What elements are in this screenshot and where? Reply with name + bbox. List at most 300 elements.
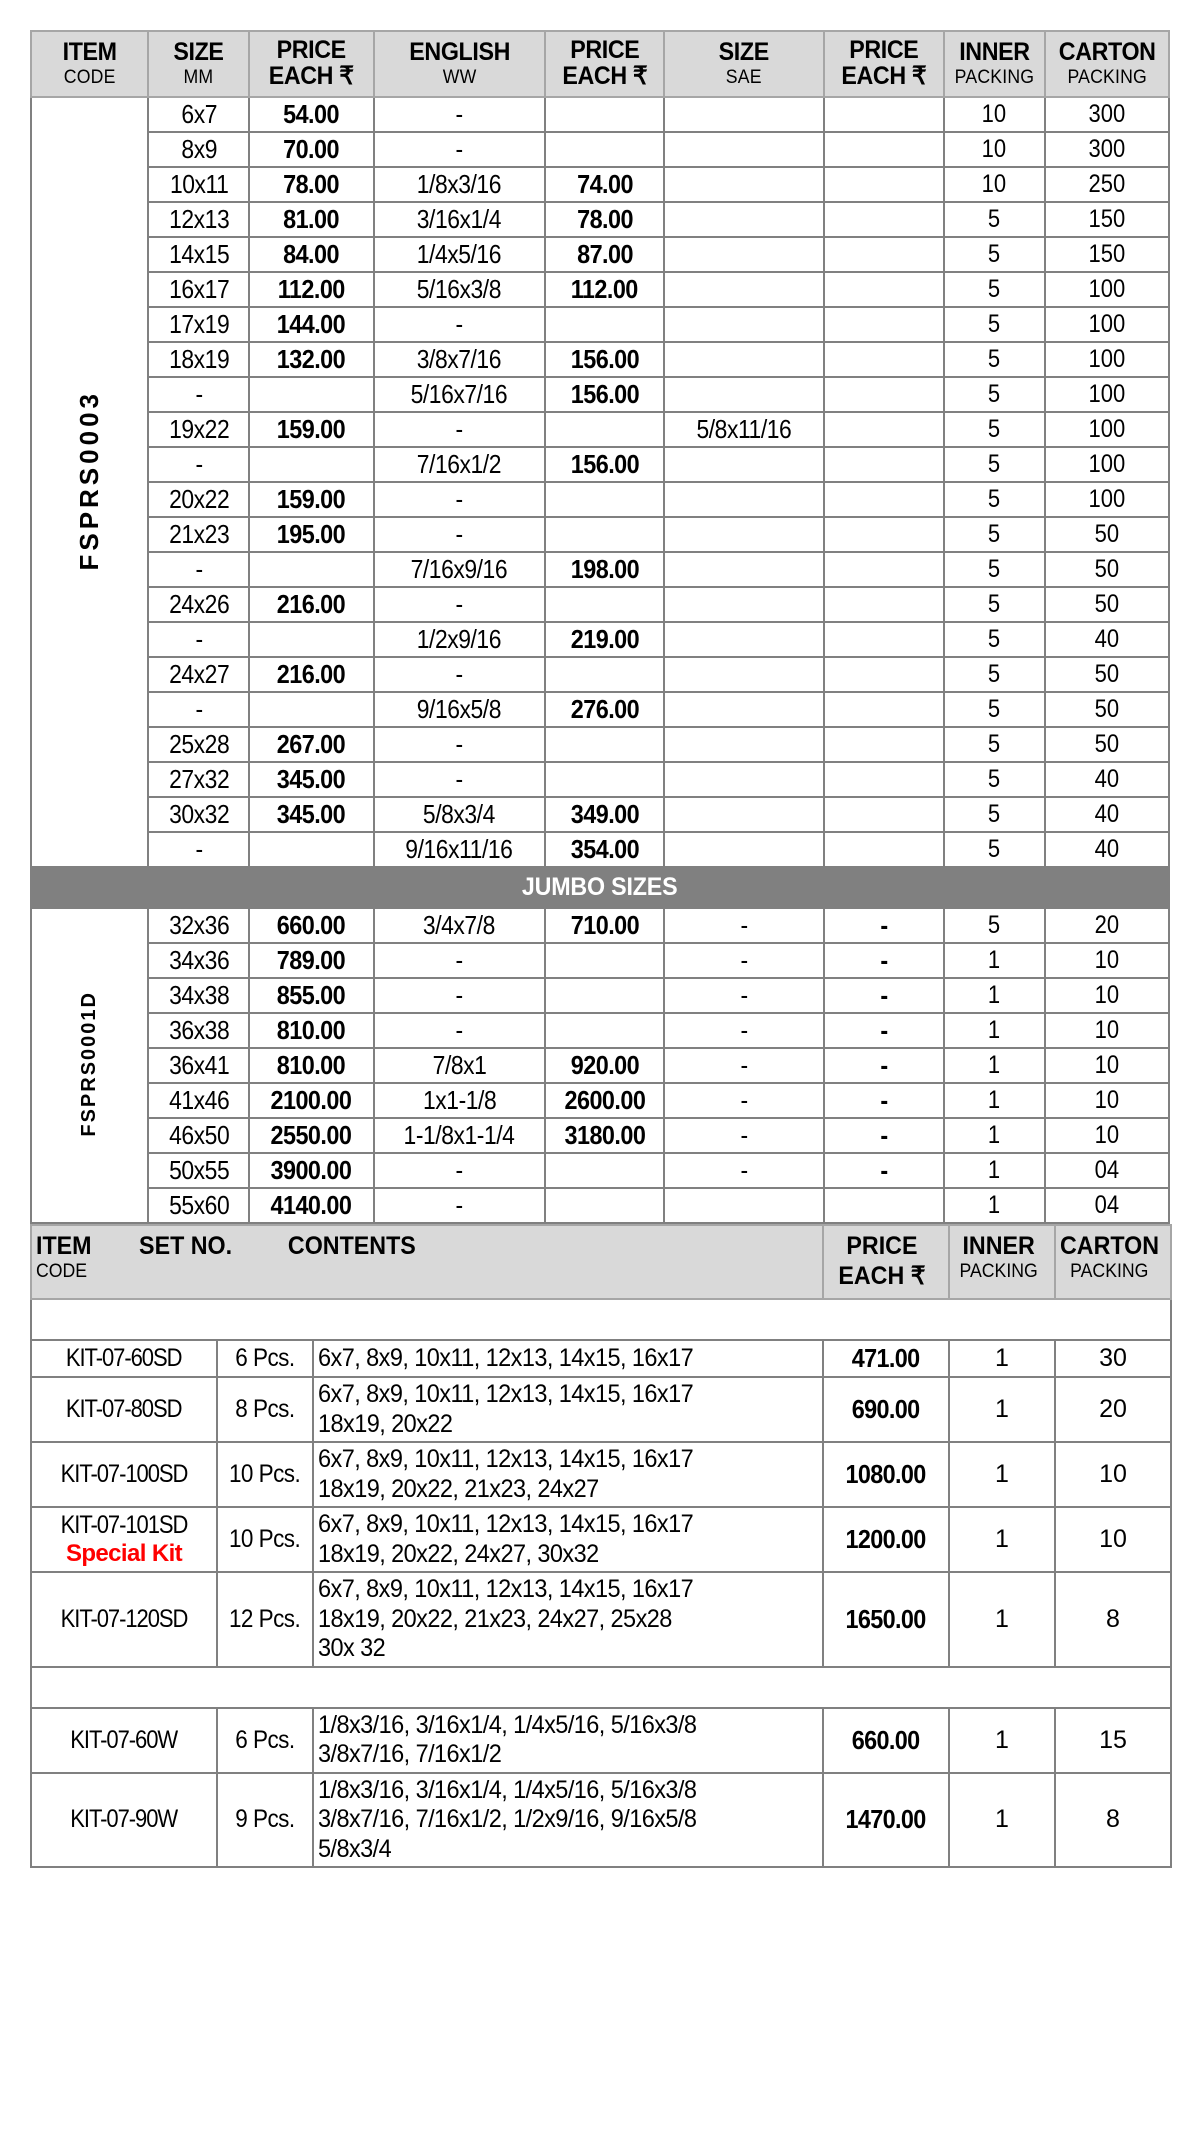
kit-header-setno: SET NO.: [139, 1232, 233, 1260]
kit-table-row: [31, 1708, 1171, 1773]
cell-english-ww: -: [374, 132, 545, 167]
cell-inner-packing: 5: [944, 377, 1045, 412]
cell-carton-packing: 100: [1045, 272, 1169, 307]
cell-price-sae: -: [824, 1048, 944, 1083]
cell-price-ww: [545, 482, 665, 517]
cell-carton-packing: 40: [1045, 762, 1169, 797]
table-row: [31, 307, 1169, 342]
header-size-sae-sub: SAE: [726, 66, 763, 88]
cell-carton-packing: 40: [1045, 622, 1169, 657]
cell-size-sae: [664, 202, 824, 237]
cell-inner-packing: 5: [944, 202, 1045, 237]
kit-code-label: KIT-07-60SD: [66, 1344, 182, 1372]
cell-price-mm: 855.00: [249, 978, 373, 1013]
kit-code-cell: [31, 1442, 217, 1507]
cell-size-sae: [664, 1188, 824, 1223]
cell-carton-packing: 10: [1045, 1083, 1169, 1118]
header-carton-main: CARTON: [1058, 38, 1156, 67]
cell-inner-packing: 5: [944, 272, 1045, 307]
cell-carton-packing: 40: [1045, 832, 1169, 867]
cell-size-mm: 19x22: [148, 412, 249, 447]
cell-carton-packing: 300: [1045, 97, 1169, 132]
cell-price-sae: [824, 237, 944, 272]
kit-table-body: [31, 1299, 1171, 1867]
table-row: [31, 342, 1169, 377]
kit-contents-line: 18x19, 20x22: [318, 1409, 453, 1438]
cell-size-sae: [664, 482, 824, 517]
cell-inner-packing: 5: [944, 237, 1045, 272]
cell-size-mm: 16x17: [148, 272, 249, 307]
kit-inner-packing-cell: 1: [949, 1442, 1055, 1507]
kit-carton-packing-cell: 10: [1055, 1507, 1171, 1572]
cell-carton-packing: 150: [1045, 237, 1169, 272]
header-size-sae: [664, 31, 824, 97]
cell-price-sae: [824, 412, 944, 447]
cell-size-sae: [664, 307, 824, 342]
cell-size-sae: [664, 692, 824, 727]
cell-price-sae: [824, 307, 944, 342]
cell-size-sae: -: [664, 908, 824, 943]
cell-size-mm: 55x60: [148, 1188, 249, 1223]
kit-inner-packing-cell: 1: [949, 1708, 1055, 1773]
cell-price-mm: 81.00: [249, 202, 373, 237]
cell-english-ww: -: [374, 657, 545, 692]
cell-size-sae: -: [664, 1118, 824, 1153]
cell-size-sae: [664, 342, 824, 377]
section-title: JUMBO SIZES: [31, 867, 1169, 908]
cell-price-mm: 660.00: [249, 908, 373, 943]
cell-size-mm: -: [148, 692, 249, 727]
kit-header-left: [31, 1225, 823, 1299]
table-row: [31, 272, 1169, 307]
kit-carton-packing-cell: 8: [1055, 1572, 1171, 1667]
cell-size-sae: [664, 167, 824, 202]
cell-price-ww: [545, 1013, 665, 1048]
cell-carton-packing: 10: [1045, 1048, 1169, 1083]
kit-table-row: [31, 1442, 1171, 1507]
table-row: [31, 1153, 1169, 1188]
cell-inner-packing: 5: [944, 657, 1045, 692]
cell-english-ww: 9/16x5/8: [374, 692, 545, 727]
cell-size-sae: 5/8x11/16: [664, 412, 824, 447]
kit-header-price-main: PRICE: [846, 1232, 918, 1260]
header-english: [374, 31, 545, 97]
cell-size-mm: -: [148, 622, 249, 657]
cell-price-mm: 810.00: [249, 1048, 373, 1083]
cell-size-mm: 18x19: [148, 342, 249, 377]
cell-price-mm: [249, 832, 373, 867]
cell-price-ww: 87.00: [545, 237, 665, 272]
cell-size-mm: 27x32: [148, 762, 249, 797]
item-code-label: FSPRS0003: [74, 389, 105, 571]
kit-header-price: [823, 1225, 949, 1299]
cell-price-sae: [824, 692, 944, 727]
cell-english-ww: 3/4x7/8: [374, 908, 545, 943]
cell-size-sae: [664, 237, 824, 272]
main-price-table: [30, 30, 1170, 1224]
cell-english-ww: -: [374, 1013, 545, 1048]
kit-contents-line: 18x19, 20x22, 21x23, 24x27, 25x28: [318, 1604, 672, 1633]
cell-carton-packing: 300: [1045, 132, 1169, 167]
kit-price-cell: 1080.00: [823, 1442, 949, 1507]
cell-carton-packing: 100: [1045, 377, 1169, 412]
cell-price-ww: 198.00: [545, 552, 665, 587]
kit-contents-cell: [313, 1442, 823, 1507]
table-row: [31, 1188, 1169, 1223]
cell-price-mm: 216.00: [249, 657, 373, 692]
header-price-sae: [824, 31, 944, 97]
kit-contents-line: 6x7, 8x9, 10x11, 12x13, 14x15, 16x17: [318, 1380, 694, 1408]
cell-english-ww: -: [374, 1188, 545, 1223]
cell-english-ww: 7/16x1/2: [374, 447, 545, 482]
cell-price-ww: 156.00: [545, 342, 665, 377]
cell-price-sae: [824, 657, 944, 692]
header-english-main: ENGLISH: [408, 38, 510, 67]
kit-inner-packing-cell: 1: [949, 1773, 1055, 1868]
kit-carton-packing-cell: 8: [1055, 1773, 1171, 1868]
header-price-ww: [545, 31, 665, 97]
table-row: [31, 1013, 1169, 1048]
cell-inner-packing: 5: [944, 342, 1045, 377]
cell-price-sae: -: [824, 1118, 944, 1153]
cell-size-sae: [664, 587, 824, 622]
cell-carton-packing: 50: [1045, 657, 1169, 692]
table-row: [31, 1118, 1169, 1153]
cell-carton-packing: 100: [1045, 342, 1169, 377]
cell-inner-packing: 10: [944, 167, 1045, 202]
cell-english-ww: 1x1-1/8: [374, 1083, 545, 1118]
cell-price-mm: 112.00: [249, 272, 373, 307]
cell-size-sae: [664, 552, 824, 587]
cell-size-sae: [664, 272, 824, 307]
cell-price-sae: [824, 482, 944, 517]
cell-price-ww: 354.00: [545, 832, 665, 867]
kit-contents-cell: [313, 1708, 823, 1773]
kit-inner-packing-cell: 1: [949, 1340, 1055, 1377]
kit-contents-line: 30x 32: [318, 1634, 386, 1662]
cell-price-ww: [545, 517, 665, 552]
cell-size-sae: [664, 447, 824, 482]
cell-inner-packing: 1: [944, 1118, 1045, 1153]
kit-set-no-cell: 9 Pcs.: [217, 1773, 313, 1868]
cell-price-sae: [824, 342, 944, 377]
kit-table: [30, 1224, 1172, 1868]
cell-carton-packing: 50: [1045, 587, 1169, 622]
cell-size-sae: [664, 657, 824, 692]
cell-price-ww: [545, 412, 665, 447]
cell-price-sae: [824, 377, 944, 412]
cell-english-ww: -: [374, 727, 545, 762]
kit-carton-packing-cell: 15: [1055, 1708, 1171, 1773]
item-code-cell: [31, 908, 148, 1223]
cell-price-ww: [545, 943, 665, 978]
cell-size-mm: 21x23: [148, 517, 249, 552]
cell-price-mm: 810.00: [249, 1013, 373, 1048]
kit-price-cell: 1470.00: [823, 1773, 949, 1868]
main-table-header-row: [31, 31, 1169, 97]
cell-price-ww: 3180.00: [545, 1118, 665, 1153]
cell-size-sae: -: [664, 978, 824, 1013]
cell-price-sae: [824, 552, 944, 587]
table-row: [31, 797, 1169, 832]
cell-size-mm: 20x22: [148, 482, 249, 517]
kit-set-no-cell: 10 Pcs.: [217, 1442, 313, 1507]
table-row: [31, 943, 1169, 978]
cell-price-ww: [545, 727, 665, 762]
kit-table-row: [31, 1572, 1171, 1667]
cell-inner-packing: 1: [944, 1083, 1045, 1118]
cell-price-ww: [545, 762, 665, 797]
kit-section-bar: [31, 1667, 1171, 1708]
cell-inner-packing: 5: [944, 517, 1045, 552]
cell-english-ww: 3/8x7/16: [374, 342, 545, 377]
cell-english-ww: 1/8x3/16: [374, 167, 545, 202]
cell-price-sae: -: [824, 1013, 944, 1048]
cell-price-mm: 216.00: [249, 587, 373, 622]
table-row: [31, 692, 1169, 727]
cell-price-mm: 3900.00: [249, 1153, 373, 1188]
table-row: [31, 482, 1169, 517]
cell-price-mm: [249, 447, 373, 482]
cell-english-ww: -: [374, 762, 545, 797]
kit-header-carton-sub: PACKING: [1070, 1261, 1149, 1282]
cell-price-sae: [824, 622, 944, 657]
cell-price-ww: 156.00: [545, 377, 665, 412]
cell-price-mm: 2550.00: [249, 1118, 373, 1153]
cell-carton-packing: 50: [1045, 692, 1169, 727]
kit-header-item-sub: CODE: [36, 1261, 88, 1282]
cell-inner-packing: 10: [944, 132, 1045, 167]
kit-code-label: KIT-07-80SD: [66, 1395, 182, 1423]
kit-contents-line: 6x7, 8x9, 10x11, 12x13, 14x15, 16x17: [318, 1445, 694, 1473]
cell-price-sae: -: [824, 1083, 944, 1118]
cell-english-ww: 7/8x1: [374, 1048, 545, 1083]
cell-price-ww: 78.00: [545, 202, 665, 237]
kit-code-cell: [31, 1572, 217, 1667]
cell-inner-packing: 1: [944, 1013, 1045, 1048]
cell-carton-packing: 04: [1045, 1153, 1169, 1188]
cell-price-mm: 789.00: [249, 943, 373, 978]
cell-inner-packing: 10: [944, 97, 1045, 132]
cell-inner-packing: 5: [944, 552, 1045, 587]
cell-size-mm: 10x11: [148, 167, 249, 202]
kit-contents-cell: [313, 1507, 823, 1572]
cell-size-mm: -: [148, 552, 249, 587]
cell-carton-packing: 10: [1045, 978, 1169, 1013]
kit-code-cell: [31, 1507, 217, 1572]
kit-price-cell: 1200.00: [823, 1507, 949, 1572]
cell-price-sae: -: [824, 978, 944, 1013]
cell-price-ww: [545, 1188, 665, 1223]
header-price-ww-sub: EACH ₹: [562, 61, 648, 90]
cell-price-sae: [824, 447, 944, 482]
cell-size-sae: [664, 727, 824, 762]
kit-contents-cell: [313, 1572, 823, 1667]
cell-price-sae: [824, 1188, 944, 1223]
kit-contents-cell: [313, 1773, 823, 1868]
kit-code-cell: [31, 1708, 217, 1773]
kit-header-price-sub: EACH ₹: [838, 1262, 926, 1290]
kit-contents-line: 6x7, 8x9, 10x11, 12x13, 14x15, 16x17: [318, 1575, 694, 1603]
kit-contents-line: 1/8x3/16, 3/16x1/4, 1/4x5/16, 5/16x3/8: [318, 1710, 697, 1739]
kit-inner-packing-cell: 1: [949, 1377, 1055, 1442]
kit-contents-line: 3/8x7/16, 7/16x1/2, 1/2x9/16, 9/16x5/8: [318, 1805, 697, 1833]
cell-english-ww: -: [374, 482, 545, 517]
cell-price-sae: [824, 132, 944, 167]
kit-code-cell: [31, 1377, 217, 1442]
cell-price-ww: [545, 132, 665, 167]
cell-price-sae: [824, 167, 944, 202]
cell-price-sae: [824, 97, 944, 132]
header-size-sae-main: SIZE: [719, 38, 770, 67]
cell-price-mm: 54.00: [249, 97, 373, 132]
cell-size-mm: 41x46: [148, 1083, 249, 1118]
cell-size-mm: 34x36: [148, 943, 249, 978]
cell-inner-packing: 5: [944, 307, 1045, 342]
cell-carton-packing: 100: [1045, 307, 1169, 342]
cell-carton-packing: 10: [1045, 1013, 1169, 1048]
cell-price-ww: [545, 657, 665, 692]
cell-price-ww: [545, 978, 665, 1013]
cell-carton-packing: 100: [1045, 482, 1169, 517]
cell-carton-packing: 100: [1045, 447, 1169, 482]
kit-table-row: [31, 1507, 1171, 1572]
cell-carton-packing: 250: [1045, 167, 1169, 202]
cell-price-sae: [824, 517, 944, 552]
cell-size-mm: 14x15: [148, 237, 249, 272]
cell-price-mm: 70.00: [249, 132, 373, 167]
cell-carton-packing: 40: [1045, 797, 1169, 832]
cell-english-ww: -: [374, 1153, 545, 1188]
header-inner-sub: PACKING: [954, 66, 1034, 88]
kit-table-row: [31, 1377, 1171, 1442]
cell-size-mm: 24x26: [148, 587, 249, 622]
cell-price-sae: [824, 797, 944, 832]
cell-price-mm: [249, 622, 373, 657]
cell-size-mm: 6x7: [148, 97, 249, 132]
kit-header-carton: [1055, 1225, 1171, 1299]
cell-inner-packing: 1: [944, 943, 1045, 978]
cell-price-sae: [824, 272, 944, 307]
kit-contents-cell: [313, 1340, 823, 1377]
cell-price-ww: 276.00: [545, 692, 665, 727]
kit-code-label: KIT-07-90W: [70, 1805, 178, 1834]
table-row: [31, 832, 1169, 867]
cell-price-ww: 74.00: [545, 167, 665, 202]
cell-inner-packing: 1: [944, 1048, 1045, 1083]
cell-price-sae: [824, 727, 944, 762]
cell-price-ww: [545, 97, 665, 132]
kit-contents-line: 18x19, 20x22, 21x23, 24x27: [318, 1474, 599, 1503]
cell-price-sae: -: [824, 908, 944, 943]
cell-price-sae: -: [824, 943, 944, 978]
cell-price-ww: 920.00: [545, 1048, 665, 1083]
cell-price-ww: [545, 307, 665, 342]
kit-inner-packing-cell: 1: [949, 1507, 1055, 1572]
kit-set-no-cell: 8 Pcs.: [217, 1377, 313, 1442]
kit-contents-line: 6x7, 8x9, 10x11, 12x13, 14x15, 16x17: [318, 1510, 694, 1538]
kit-header-inner-main: INNER: [962, 1232, 1035, 1260]
cell-price-ww: 2600.00: [545, 1083, 665, 1118]
header-carton-packing: [1045, 31, 1169, 97]
cell-inner-packing: 5: [944, 587, 1045, 622]
cell-carton-packing: 50: [1045, 727, 1169, 762]
header-price-sae-main: PRICE: [849, 36, 919, 64]
kit-set-no-cell: 10 Pcs.: [217, 1507, 313, 1572]
cell-price-mm: 78.00: [249, 167, 373, 202]
kit-code-label: KIT-07-101SD: [60, 1511, 188, 1539]
cell-english-ww: 5/16x3/8: [374, 272, 545, 307]
header-size-mm-sub: MM: [183, 66, 214, 88]
cell-price-mm: 345.00: [249, 797, 373, 832]
cell-english-ww: -: [374, 943, 545, 978]
kit-table-header-row: [31, 1225, 1171, 1299]
cell-inner-packing: 1: [944, 1188, 1045, 1223]
kit-section-bar: [31, 1299, 1171, 1340]
cell-size-mm: 50x55: [148, 1153, 249, 1188]
header-inner-packing: [944, 31, 1045, 97]
cell-english-ww: -: [374, 412, 545, 447]
cell-inner-packing: 5: [944, 797, 1045, 832]
cell-size-sae: [664, 762, 824, 797]
cell-inner-packing: 5: [944, 908, 1045, 943]
header-price-sae-sub: EACH ₹: [841, 61, 927, 90]
cell-price-mm: 159.00: [249, 482, 373, 517]
cell-price-mm: 267.00: [249, 727, 373, 762]
cell-size-sae: [664, 797, 824, 832]
cell-carton-packing: 04: [1045, 1188, 1169, 1223]
cell-price-sae: -: [824, 1153, 944, 1188]
cell-carton-packing: 100: [1045, 412, 1169, 447]
kit-contents-cell: [313, 1377, 823, 1442]
cell-english-ww: -: [374, 587, 545, 622]
kit-header-inner: [949, 1225, 1055, 1299]
cell-size-mm: 36x38: [148, 1013, 249, 1048]
cell-price-ww: 710.00: [545, 908, 665, 943]
cell-price-mm: 345.00: [249, 762, 373, 797]
kit-set-no-cell: 6 Pcs.: [217, 1708, 313, 1773]
cell-size-mm: 25x28: [148, 727, 249, 762]
cell-inner-packing: 5: [944, 727, 1045, 762]
header-price-ww-main: PRICE: [570, 36, 640, 64]
cell-price-ww: 349.00: [545, 797, 665, 832]
cell-size-sae: [664, 622, 824, 657]
table-row: [31, 762, 1169, 797]
header-item-code: [31, 31, 148, 97]
header-price-mm-sub: EACH ₹: [268, 61, 354, 90]
cell-price-ww: 112.00: [545, 272, 665, 307]
cell-size-mm: 30x32: [148, 797, 249, 832]
cell-size-sae: -: [664, 1013, 824, 1048]
cell-carton-packing: 20: [1045, 908, 1169, 943]
cell-size-sae: [664, 97, 824, 132]
kit-price-cell: 471.00: [823, 1340, 949, 1377]
cell-inner-packing: 5: [944, 832, 1045, 867]
kit-section-title: METRIC SIZES (MM) - BOX PACKING: [31, 1299, 1171, 1340]
cell-size-sae: -: [664, 1083, 824, 1118]
kit-header-contents: CONTENTS: [287, 1232, 416, 1260]
kit-code-label: KIT-07-120SD: [60, 1604, 188, 1633]
table-row: [31, 622, 1169, 657]
cell-size-mm: 32x36: [148, 908, 249, 943]
cell-english-ww: 1/4x5/16: [374, 237, 545, 272]
table-row: [31, 978, 1169, 1013]
cell-size-mm: -: [148, 832, 249, 867]
table-row: [31, 412, 1169, 447]
header-size-mm-main: SIZE: [173, 38, 224, 67]
cell-price-mm: [249, 552, 373, 587]
kit-price-cell: 690.00: [823, 1377, 949, 1442]
